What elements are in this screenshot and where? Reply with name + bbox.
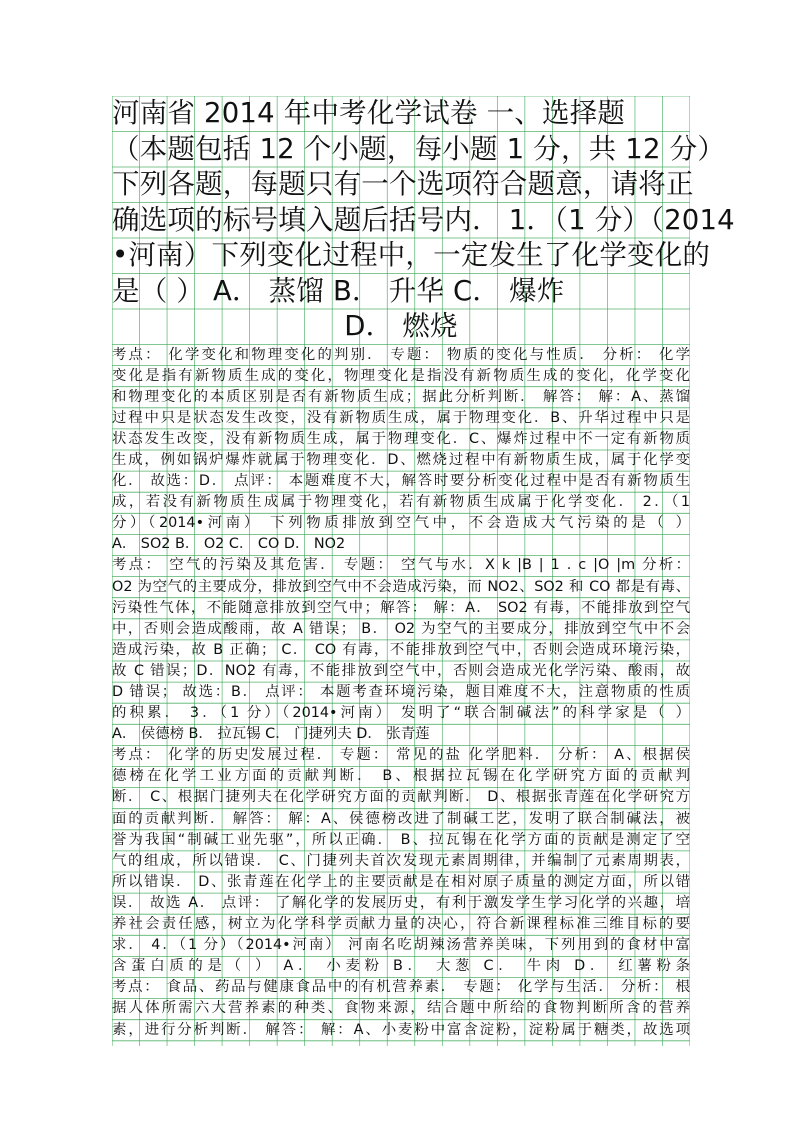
text-line: 养社会责任感，树立为化学科学贡献力量的决心，符合新课程标准三维目标的要: [112, 916, 690, 933]
text-line: 考点： 化学变化和物理变化的判别． 专题： 物质的变化与性质． 分析： 化学: [112, 346, 690, 363]
text-line: 的积累． 3．（1 分）（2014•河南） 发明了“联合制碱法”的科学家是（ ）: [112, 705, 690, 722]
text-line: 考点： 食品、药品与健康食品中的有机营养素． 专题： 化学与生活． 分析： 根: [112, 979, 690, 996]
text-line: 断． C、根据门捷列夫在化学研究方面的贡献判断． D、根据张青莲在化学研究方: [112, 789, 690, 806]
heading-line: （本题包括 12 个小题，每小题 1 分，共 12 分）: [112, 132, 726, 165]
text-line: O2 为空气的主要成分，排放到空气中不会造成污染，而 NO2、SO2 和 CO 都是有毒、: [112, 578, 690, 595]
answer-analysis-block: [112, 345, 690, 1041]
text-line: D 错误； 故选：B． 点评： 本题考查环境污染，题目难度不大，注意物质的性质: [112, 684, 690, 700]
heading-line: 河南省 2014 年中考化学试卷 一、选择题: [112, 97, 626, 129]
heading-line: D． 燃烧: [344, 310, 458, 342]
heading-line: 确选项的标号填入题后括号内． 1．（1 分）（2014: [112, 203, 735, 236]
text-line: 所以错误． D、张青莲在化学上的主要贡献是在相对原子质量的测定方面，所以错: [112, 873, 690, 890]
text-line: 变化是指有新物质生成的变化，物理变化是指没有新物质生成的变化，化学变化: [112, 367, 690, 384]
text-line: 生成，例如锅炉爆炸就属于物理变化．D、燃烧过程中有新物质生成，属于化学变: [112, 451, 690, 468]
exam-page: [112, 96, 735, 1046]
heading-block: [112, 96, 735, 345]
text-line: A． SO2 B． O2 C． CO D． NO2: [112, 536, 346, 553]
heading-line: 是（ ） A． 蒸馏 B． 升华 C． 爆炸: [112, 274, 565, 307]
text-line: A． 侯德榜 B． 拉瓦锡 C． 门捷列夫 D． 张青莲: [112, 726, 430, 743]
text-line: 故 C 错误；D．NO2 有毒，不能排放到空气中，否则会造成光化学污染、酸雨，故: [112, 662, 690, 679]
text-line: 化． 故选：D． 点评： 本题难度不大，解答时要分析变化过程中是否有新物质生: [112, 473, 690, 490]
text-line: 误． 故选 A． 点评： 了解化学的发展历史，有利于激发学生学习化学的兴趣，培: [112, 894, 690, 911]
text-line: 过程中只是状态发生改变，没有新物质生成，属于物理变化．B、升华过程中只是: [112, 409, 690, 426]
text-line: 考点： 空气的污染及其危害． 专题： 空气与水．X k |B | 1 . c |O |m 分析：: [112, 557, 690, 574]
text-line: 中，否则会造成酸雨，故 A 错误； B． O2 为空气的主要成分，排放到空气中不会: [112, 620, 690, 637]
document-content: [112, 96, 735, 1041]
text-line: 含蛋白质的是（ ） A． 小麦粉 B． 大葱 C． 牛肉 D． 红薯粉条: [112, 958, 690, 975]
heading-line: 下列各题，每题只有一个选项符合题意，请将正: [112, 168, 694, 200]
text-line: 成，若没有新物质生成属于物理变化，若有新物质生成属于化学变化． 2．（1: [112, 494, 690, 511]
text-line: 求． 4．（1 分）（2014•河南） 河南名吃胡辣汤营养美味，下列用到的食材中富: [112, 937, 690, 954]
text-line: 面的贡献判断． 解答： 解：A、侯德榜改进了制碱工艺，发明了联合制碱法，被: [112, 810, 690, 827]
text-line: 造成污染，故 B 正确； C． CO 有毒，不能排放到空气中，否则会造成环境污染，: [112, 641, 690, 658]
text-line: 气的组成，所以错误． C、门捷列夫首次发现元素周期律，并编制了元素周期表，: [112, 852, 690, 869]
text-line: 素，进行分析判断． 解答： 解：A、小麦粉中富含淀粉，淀粉属于糖类，故选项: [112, 1021, 690, 1038]
text-line: 据人体所需六大营养素的种类、食物来源，结合题中所给的食物判断所含的营养: [112, 1000, 690, 1017]
text-line: 德榜在化学工业方面的贡献判断． B、根据拉瓦锡在化学研究方面的贡献判: [112, 768, 690, 785]
text-line: 考点： 化学的历史发展过程． 专题： 常见的盐 化学肥料． 分析： A、根据侯: [112, 747, 690, 764]
text-line: 誉为我国“制碱工业先驱”，所以正确． B、拉瓦锡在化学方面的贡献是测定了空: [112, 831, 690, 848]
text-line: 分）（2014•河南） 下列物质排放到空气中，不会造成大气污染的是（ ）: [112, 515, 690, 532]
text-line: 状态发生改变，没有新物质生成，属于物理变化．C、爆炸过程中不一定有新物质: [112, 430, 690, 447]
heading-line: •河南）下列变化过程中，一定发生了化学变化的: [112, 239, 711, 271]
text-line: 污染性气体，不能随意排放到空气中；解答： 解：A． SO2 有毒，不能排放到空气: [112, 599, 690, 616]
text-line: 和物理变化的本质区别是否有新物质生成；据此分析判断． 解答： 解：A、蒸馏: [112, 388, 690, 405]
